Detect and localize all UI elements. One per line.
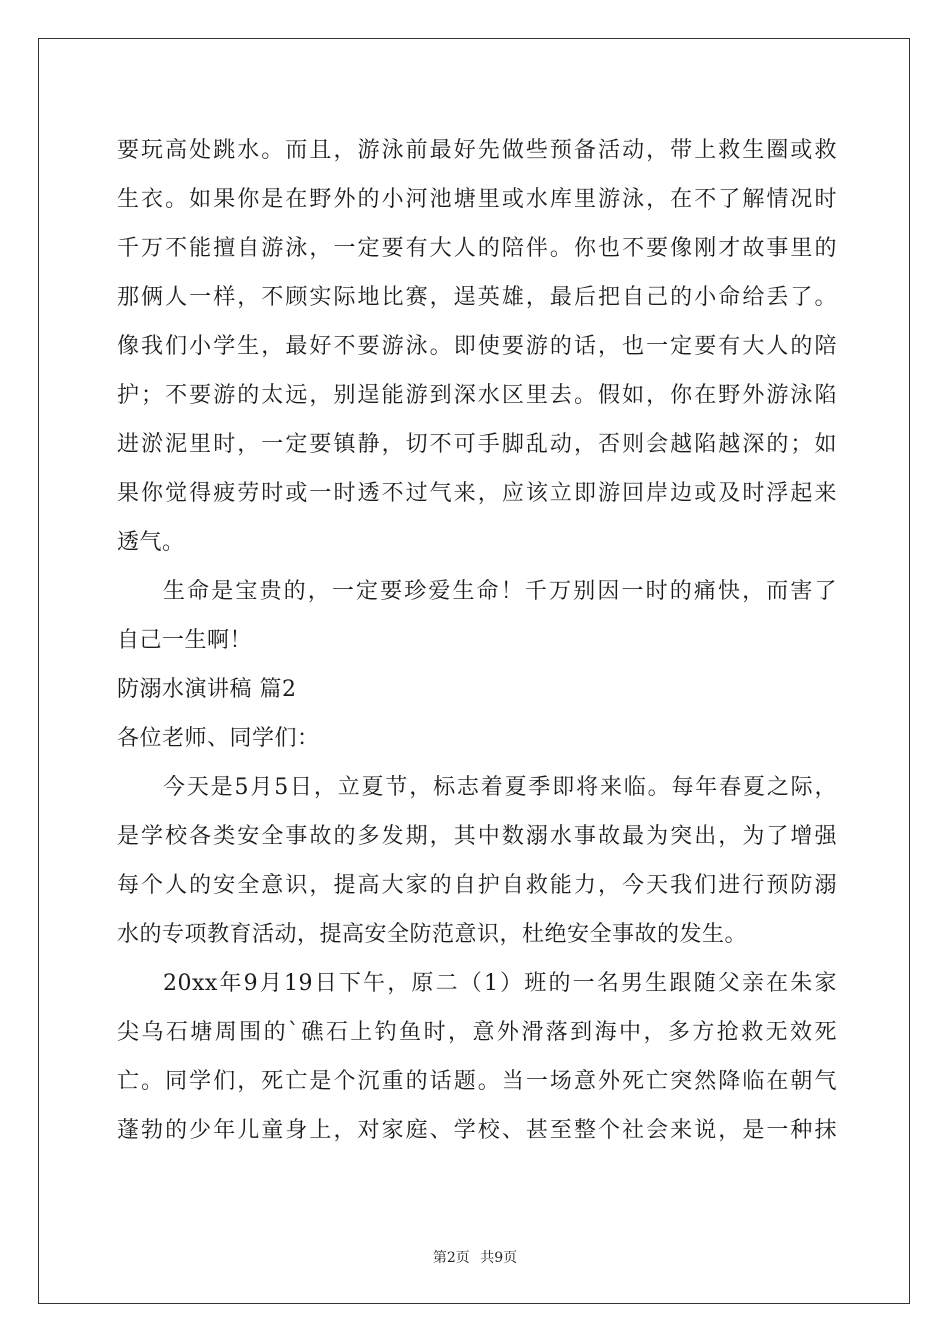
salutation: 各位老师、同学们： (117, 726, 320, 751)
page-footer (0, 1247, 950, 1267)
text-line: 20xx年9月19日下午，原二（1）班的一名男生跟随父亲在朱家 (163, 971, 837, 996)
text-line: 是学校各类安全事故的多发期，其中数溺水事故最为突出，为了增强 (117, 824, 837, 849)
text-line: 那俩人一样，不顾实际地比赛，逞英雄，最后把自己的小命给丢了。 (117, 285, 837, 310)
text-line: 每个人的安全意识，提高大家的自护自救能力，今天我们进行预防溺 (117, 873, 837, 898)
text-line: 要玩高处跳水。而且，游泳前最好先做些预备活动，带上救生圈或救 (117, 138, 837, 163)
text-line: 尖乌石塘周围的`礁石上钓鱼时，意外滑落到海中，多方抢救无效死 (117, 1020, 837, 1045)
text-line: 自己一生啊！ (117, 628, 253, 653)
text-line: 水的专项教育活动，提高安全防范意识，杜绝安全事故的发生。 (117, 922, 748, 947)
document-body (117, 126, 837, 1155)
text-line: 进淤泥里时，一定要镇静，切不可手脚乱动，否则会越陷越深的；如 (117, 432, 837, 457)
text-line: 蓬勃的少年儿童身上，对家庭、学校、甚至整个社会来说，是一种抹 (117, 1118, 837, 1143)
section-heading: 防溺水演讲稿 篇2 (117, 677, 297, 702)
text-line: 今天是5月5日，立夏节，标志着夏季即将来临。每年春夏之际， (163, 775, 837, 800)
text-line: 像我们小学生，最好不要游泳。即使要游的话，也一定要有大人的陪 (117, 334, 837, 359)
text-line: 护；不要游的太远，别逞能游到深水区里去。假如，你在野外游泳陷 (117, 383, 837, 408)
page-number: 第2页 (432, 1250, 470, 1266)
page-total: 共9页 (480, 1250, 518, 1266)
text-line: 透气。 (117, 530, 185, 555)
text-line: 生衣。如果你是在野外的小河池塘里或水库里游泳，在不了解情况时 (117, 187, 837, 212)
text-line: 果你觉得疲劳时或一时透不过气来，应该立即游回岸边或及时浮起来 (117, 481, 837, 506)
text-line: 亡。同学们，死亡是个沉重的话题。当一场意外死亡突然降临在朝气 (117, 1069, 837, 1094)
text-line: 生命是宝贵的，一定要珍爱生命！千万别因一时的痛快，而害了 (163, 579, 837, 604)
text-line: 千万不能擅自游泳，一定要有大人的陪伴。你也不要像刚才故事里的 (117, 236, 837, 261)
